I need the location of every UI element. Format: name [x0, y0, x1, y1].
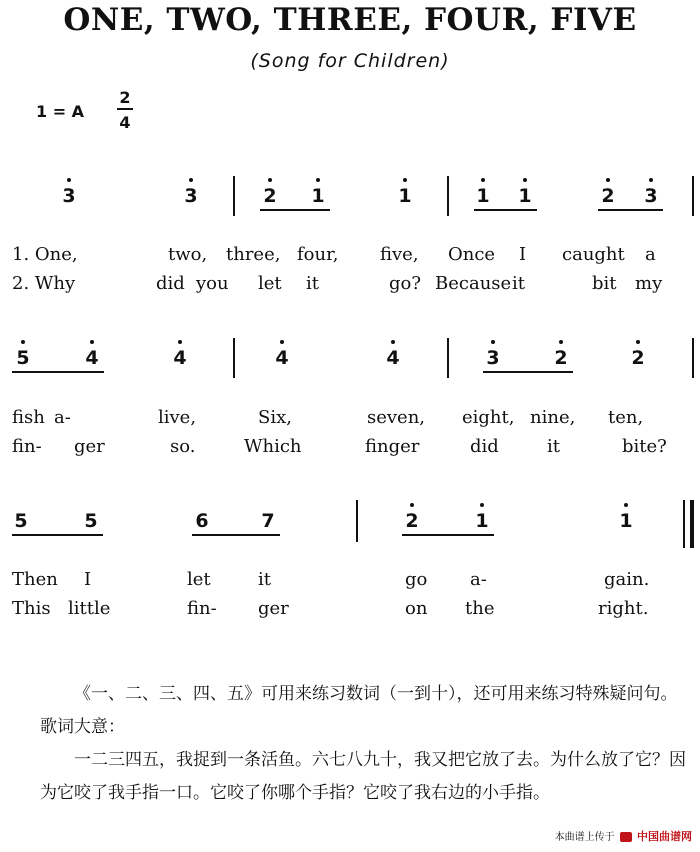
score-note: 5 — [84, 510, 98, 532]
score-note: 2 — [405, 510, 419, 532]
bar-line — [692, 338, 694, 378]
score-note: 5 — [14, 510, 28, 532]
octave-dot — [649, 178, 653, 182]
lyric-verse-1: Then — [12, 569, 58, 590]
lyric-verse-2: Because — [435, 273, 512, 294]
score-note: 3 — [486, 347, 500, 369]
octave-dot — [189, 178, 193, 182]
lyric-verse-1: five, — [380, 244, 419, 265]
score-note: 4 — [275, 347, 289, 369]
time-signature-line — [117, 108, 133, 110]
lyric-verse-1: let — [187, 569, 211, 590]
lyric-verse-1: caught — [562, 244, 625, 265]
bar-line — [447, 176, 449, 216]
lyric-verse-2: 2. Why — [12, 273, 76, 294]
lyric-verse-2: This — [12, 598, 51, 619]
octave-dot — [491, 340, 495, 344]
lyric-verse-2: Which — [244, 436, 302, 457]
octave-dot — [391, 340, 395, 344]
eighth-beam — [402, 534, 494, 536]
score-note: 2 — [554, 347, 568, 369]
octave-dot — [606, 178, 610, 182]
song-title: ONE, TWO, THREE, FOUR, FIVE — [63, 2, 637, 38]
lyric-verse-1: I — [84, 569, 92, 590]
octave-dot — [316, 178, 320, 182]
lyric-verse-1: a- — [54, 407, 71, 428]
lyric-verse-2: it — [547, 436, 560, 457]
lyric-verse-2: did — [156, 273, 185, 294]
octave-dot — [481, 178, 485, 182]
lyrics-meaning: 一二三四五，我捉到一条活鱼。六七八九十，我又把它放了去。为什么放了它？因为它咬了我手指一口。它咬了你哪个手指？它咬了我右边的小手指。 — [40, 750, 686, 803]
score-note: 1 — [398, 185, 412, 207]
lyric-verse-1: 1. One, — [12, 244, 78, 265]
bar-line — [233, 338, 235, 378]
bar-line — [447, 338, 449, 378]
footer-credit — [555, 828, 692, 844]
octave-dot — [178, 340, 182, 344]
lyric-verse-1: nine, — [530, 407, 576, 428]
lyric-verse-1: Six, — [258, 407, 292, 428]
footer-prefix: 本曲谱上传于 — [554, 832, 615, 843]
score-note: 7 — [261, 510, 275, 532]
octave-dot — [67, 178, 71, 182]
time-signature-bottom: 4 — [119, 113, 131, 132]
lyric-verse-2: the — [465, 598, 495, 619]
lyric-verse-2: let — [258, 273, 282, 294]
bar-line — [692, 176, 694, 216]
score-note: 3 — [184, 185, 198, 207]
score-note: 4 — [85, 347, 99, 369]
lyric-verse-2: right. — [598, 598, 649, 619]
score-note: 2 — [263, 185, 277, 207]
octave-dot — [480, 503, 484, 507]
usage-note: 《一、二、三、四、五》可用来练习数词（一到十），还可用来练习特殊疑问句。歌词大意： — [40, 684, 678, 737]
octave-dot — [559, 340, 563, 344]
lyric-verse-2: my — [635, 273, 663, 294]
score-note: 3 — [62, 185, 76, 207]
lyric-verse-1: eight, — [462, 407, 515, 428]
eighth-beam — [598, 209, 663, 211]
lyric-verse-1: gain. — [604, 569, 650, 590]
octave-dot — [410, 503, 414, 507]
octave-dot — [280, 340, 284, 344]
eighth-beam — [260, 209, 330, 211]
octave-dot — [21, 340, 25, 344]
lyric-verse-1: it — [258, 569, 271, 590]
score-note: 1 — [518, 185, 532, 207]
final-bar-line — [690, 500, 694, 548]
lyric-verse-1: two, — [168, 244, 208, 265]
eighth-beam — [12, 371, 104, 373]
score-note: 4 — [386, 347, 400, 369]
eighth-beam — [12, 534, 103, 536]
lyric-verse-1: I — [519, 244, 527, 265]
bar-line — [683, 500, 685, 548]
footer-site[interactable]: 中国曲谱网 — [637, 830, 692, 843]
score-note: 2 — [601, 185, 615, 207]
lyric-verse-2: you — [196, 273, 229, 294]
lyric-verse-1: three, — [226, 244, 281, 265]
octave-dot — [624, 503, 628, 507]
lyric-verse-2: bit — [592, 273, 617, 294]
octave-dot — [403, 178, 407, 182]
lyric-verse-2: did — [470, 436, 499, 457]
site-logo-icon — [620, 832, 632, 842]
bar-line — [233, 176, 235, 216]
lyric-verse-2: ger — [74, 436, 105, 457]
octave-dot — [268, 178, 272, 182]
lyric-verse-1: four, — [297, 244, 339, 265]
eighth-beam — [483, 371, 573, 373]
score-note: 1 — [476, 185, 490, 207]
score-note: 2 — [631, 347, 645, 369]
lyric-verse-2: finger — [365, 436, 420, 457]
score-note: 4 — [173, 347, 187, 369]
key-signature: 1 = A — [36, 102, 85, 121]
lyric-verse-2: bite? — [622, 436, 667, 457]
score-note: 1 — [311, 185, 325, 207]
lyric-verse-2: fin- — [12, 436, 42, 457]
lyric-verse-2: it — [512, 273, 525, 294]
lyric-verse-1: a- — [470, 569, 487, 590]
score-note: 1 — [619, 510, 633, 532]
lyric-verse-2: on — [405, 598, 428, 619]
octave-dot — [523, 178, 527, 182]
lyric-verse-1: go — [405, 569, 428, 590]
song-subtitle: (Song for Children) — [250, 50, 450, 72]
lyric-verse-2: go? — [389, 273, 422, 294]
octave-dot — [636, 340, 640, 344]
lyric-verse-2: fin- — [187, 598, 217, 619]
score-note: 3 — [644, 185, 658, 207]
lyric-verse-2: so. — [170, 436, 196, 457]
lyric-verse-1: live, — [158, 407, 197, 428]
eighth-beam — [192, 534, 280, 536]
lyric-verse-2: it — [306, 273, 319, 294]
lyric-verse-2: little — [68, 598, 111, 619]
lyric-verse-1: a — [645, 244, 656, 265]
score-note: 6 — [195, 510, 209, 532]
score-note: 1 — [475, 510, 489, 532]
time-signature-top: 2 — [119, 88, 131, 107]
octave-dot — [90, 340, 94, 344]
lyric-verse-2: ger — [258, 598, 289, 619]
lyric-verse-1: fish — [12, 407, 45, 428]
lyric-verse-1: seven, — [367, 407, 426, 428]
score-note: 5 — [16, 347, 30, 369]
eighth-beam — [474, 209, 537, 211]
lyric-verse-1: ten, — [608, 407, 644, 428]
bar-line — [356, 500, 358, 542]
lyric-verse-1: Once — [448, 244, 496, 265]
